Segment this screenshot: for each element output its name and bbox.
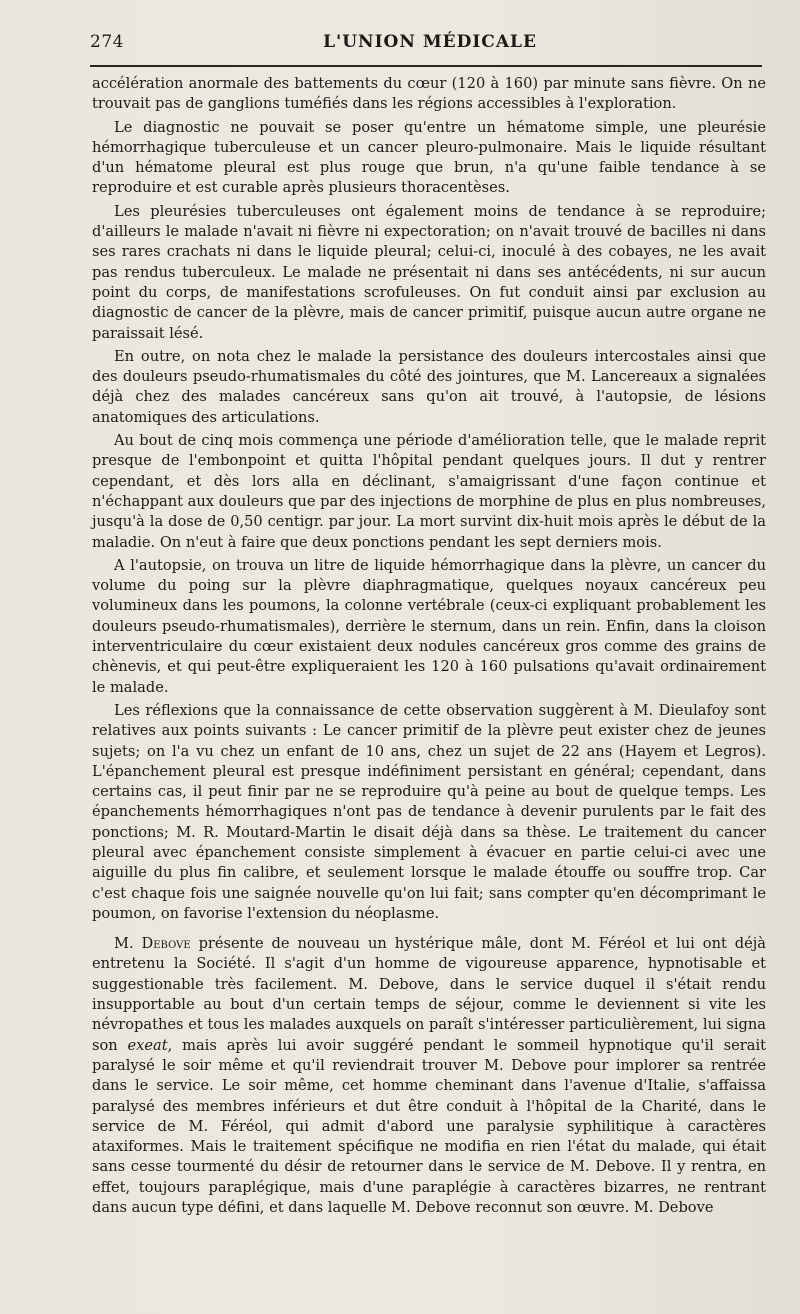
paragraph-text: présente de nouveau un hystérique mâle, dont M. Féréol et lui ont déjà entretenu la Société. Il s'agit d'un homme de vigoureuse apparence, hypnotisable et suggestionable très facilement. M. Debove, dans le service duquel il s'était rendu insupportable au bout d'un certain temps de séjour, comme le deviennent si vite les névropathes et tous les malades auxquels on paraît s'intéresser particulièrement, lui signa son [92,935,766,1054]
article-body [92,74,766,1221]
page-number: 274 [90,32,124,52]
paragraph-debove [92,934,766,1218]
paragraph: A l'autopsie, on trouva un litre de liquide hémorrhagique dans la plèvre, un cancer du volume du poing sur la plèvre diaphragmatique, quelques noyaux cancéreux peu volumineux dans les poumons, la colonne vertébrale (ceux-ci expliquant probablement les douleurs pseudo-rhumatismales), derrière le sternum, dans un rein. Enfin, dans la cloison interventriculaire du cœur existaient deux nodules cancéreux gros comme des grains de chènevis, et qui peut-être expliqueraient les 120 à 160 pulsations qu'avait ordinairement le malade. [92,556,766,696]
lead-text: M. [114,935,142,953]
running-title: L'UNION MÉDICALE [323,32,537,52]
header-rule [90,65,762,67]
paragraph: Les pleurésies tuberculeuses ont également moins de tendance à se reproduire; d'ailleurs le malade n'avait ni fièvre ni expectoration; on n'avait trouvé de bacilles ni dans ses rares crachats ni dans le liquide pleural; celui-ci, inoculé à des cobayes, ne les avait pas rendus tuberculeux. Le malade ne présentait ni dans ses antécédents, ni sur aucun point du corps, de manifestations scrofuleuses. On fut conduit ainsi par exclusion au diagnostic de cancer de la plèvre, mais de cancer primitif, puisque aucun autre organe ne paraissait lésé. [92,202,766,342]
author-name: Debove [141,935,191,953]
paragraph: accélération anormale des battements du cœur (120 à 160) par minute sans fièvre. On ne trouvait pas de ganglions tuméfiés dans les régions accessibles à l'exploration. [92,75,766,113]
paragraph: Au bout de cinq mois commença une période d'amélioration telle, que le malade reprit presque de l'embonpoint et quitta l'hôpital pendant quelques jours. Il dut y rentrer cependant, et dès lors alla en déclinant, s'amaigrissant d'une façon continue et n'échappant aux douleurs que par des injections de morphine de plus en plus nombreuses, jusqu'à la dose de 0,50 centigr. par jour. La mort survint dix-huit mois après le début de la maladie. On n'eut à faire que deux ponctions pendant les sept derniers mois. [92,432,766,551]
italic-term: exeat [127,1036,168,1054]
paragraph: En outre, on nota chez le malade la persistance des douleurs intercostales ainsi que des douleurs pseudo-rhumatismales du côté des jointures, que M. Lancereaux a signalées déjà chez des malades cancéreux sans qu'on ait trouvé, à l'autopsie, de lésions anatomiques des articulations. [92,347,766,426]
paragraph-text: , mais après lui avoir suggéré pendant le sommeil hypnotique qu'il serait paralysé le soir même et qu'il reviendrait trouver M. Debove pour implorer sa rentrée dans le service. Le soir même, cet homme cheminant dans l'avenue d'Italie, s'affaissa paralysé des membres inférieurs et dut être conduit à l'hôpital de la Charité, dans le service de M. Féréol, qui admit d'abord une paralysie syphilitique à caractères ataxiformes. Mais le traitement spécifique ne modifia en rien l'état du malade, qui était sans cesse tourmenté du désir de retourner dans le service de M. Debove. Il y rentra, en effet, toujours paraplégique, mais d'une paraplégie à caractères bizarres, ne rentrant dans aucun type défini, et dans laquelle M. Debove reconnut son œuvre. M. Debove [92,1036,766,1217]
paragraph: Les réflexions que la connaissance de cette observation suggèrent à M. Dieulafoy sont relatives aux points suivants : Le cancer primitif de la plèvre peut exister chez de jeunes sujets; on l'a vu chez un enfant de 10 ans, chez un sujet de 22 ans (Hayem et Legros). L'épanchement pleural est presque indéfiniment persistant en général; cependant, dans certains cas, il peut finir par ne se reproduire qu'à peine au bout de quelque temps. Les épanchements hémorrhagiques n'ont pas de tendance à devenir purulents par le fait des ponctions; M. R. Moutard-Martin le disait déjà dans sa thèse. Le traitement du cancer pleural avec épanchement consiste simplement à évacuer en partie celui-ci avec une aiguille du plus fin calibre, et seulement lorsque le malade étouffe ou souffre trop. Car c'est chaque fois une saignée nouvelle qu'on lui fait; sans compter qu'en décomprimant le poumon, on favorise l'extension du néoplasme. [92,701,766,922]
page-header [90,30,770,60]
paragraph: Le diagnostic ne pouvait se poser qu'entre un hématome simple, une pleurésie hémorrhagique tuberculeuse et un cancer pleuro-pulmonaire. Mais le liquide résultant d'un hématome pleural est plus rouge que brun, n'a qu'une faible tendance à se reproduire et est curable après plusieurs thoracentèses. [92,118,766,197]
